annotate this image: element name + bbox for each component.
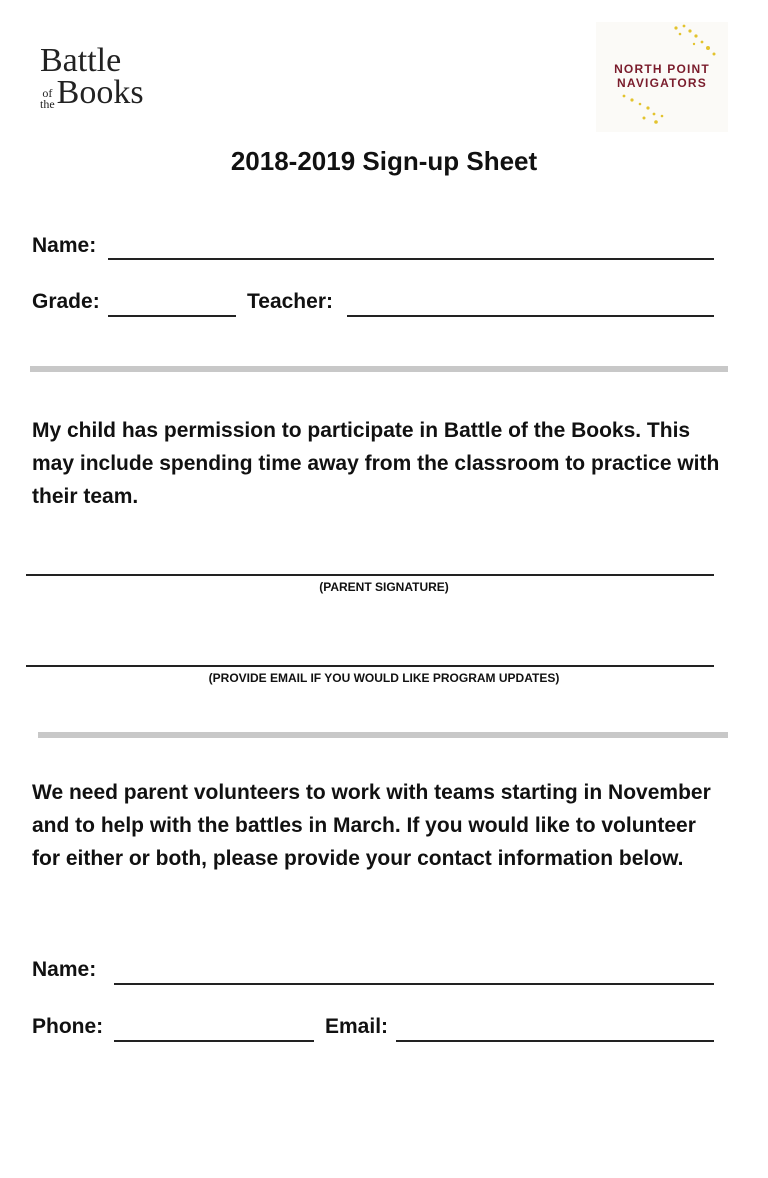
volunteer-phone-label: Phone: — [32, 1015, 104, 1038]
logo-of-the — [40, 88, 55, 110]
parent-email-caption: (PROVIDE EMAIL IF YOU WOULD LIKE PROGRAM UPDATES) — [208, 671, 560, 685]
parent-signature-field[interactable] — [26, 574, 714, 576]
logo-of-text: of — [42, 86, 53, 100]
volunteer-email-field[interactable] — [396, 1040, 714, 1042]
logo-books-text: Books — [56, 74, 144, 111]
page-title: 2018-2019 Sign-up Sheet — [230, 146, 538, 176]
volunteer-name-label: Name: — [32, 958, 97, 981]
grade-label: Grade: — [32, 290, 100, 313]
grade-field[interactable] — [108, 315, 236, 317]
section-divider — [30, 366, 728, 372]
volunteer-phone-field[interactable] — [114, 1040, 314, 1042]
parent-email-field[interactable] — [26, 665, 714, 667]
volunteer-name-field[interactable] — [114, 983, 714, 985]
battle-of-the-books-logo — [40, 44, 144, 110]
section-divider — [38, 732, 728, 738]
logo-navigators-text: NAVIGATORS — [616, 76, 707, 90]
volunteer-email-label: Email: — [325, 1015, 389, 1038]
permission-text: My child has permission to participate in Battle of the Books. This may include spending time away from the classroom to practice with their team. — [32, 419, 720, 508]
logo-the-text: the — [40, 97, 55, 111]
logo-north-point-text: NORTH POINT — [614, 62, 710, 76]
north-point-navigators-logo — [596, 22, 728, 132]
student-name-field[interactable] — [108, 258, 714, 260]
parent-signature-caption: (PARENT SIGNATURE) — [319, 580, 449, 594]
teacher-label: Teacher: — [247, 290, 333, 313]
student-name-label: Name: — [32, 234, 97, 257]
volunteer-text: We need parent volunteers to work with teams starting in November and to help with the battles in March. If you would like to volunteer for either or both, please provide your contact information below. — [32, 781, 711, 870]
logo-battle-text: Battle — [40, 42, 122, 79]
teacher-field[interactable] — [347, 315, 714, 317]
